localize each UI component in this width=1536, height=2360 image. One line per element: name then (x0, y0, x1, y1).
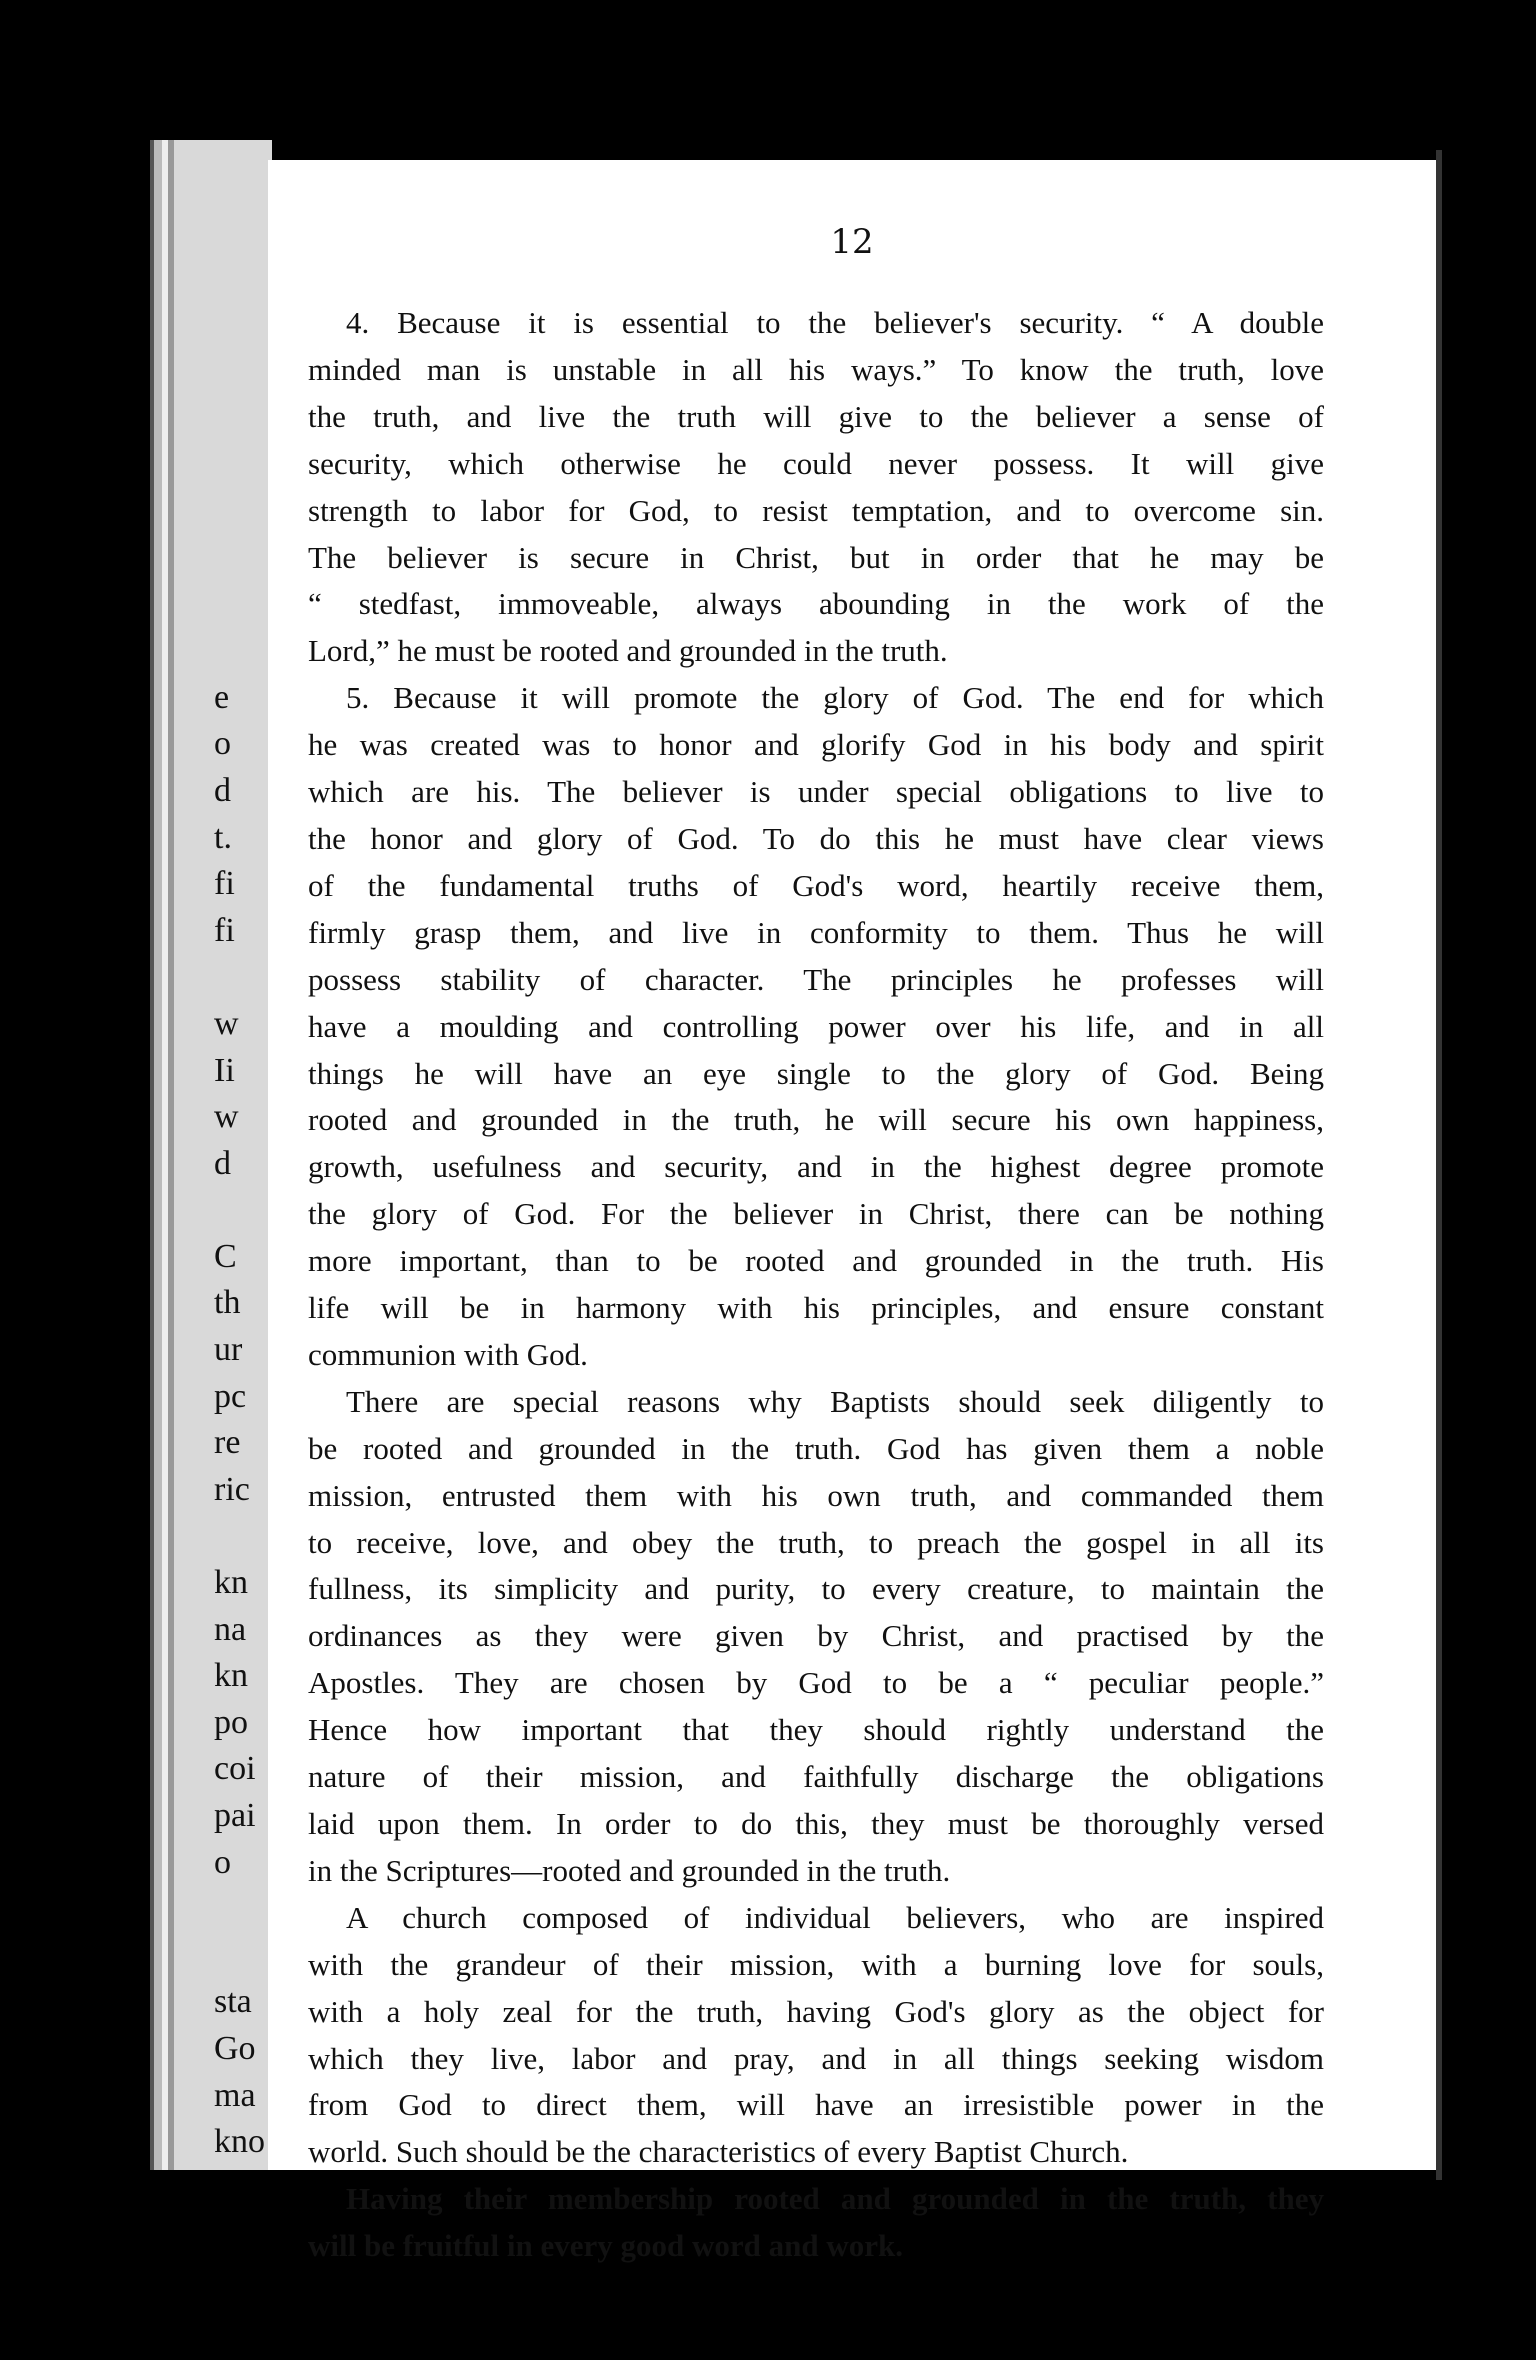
fragment-text (214, 300, 268, 347)
fragment-text: kn (214, 1657, 248, 1695)
fragment-text: pc (214, 1377, 247, 1415)
fragment-text (214, 626, 268, 673)
fragment-text: sta (214, 1983, 252, 2021)
fragment-text: re (214, 1424, 241, 1462)
fragment-text: C (214, 1237, 237, 1275)
text-line: Apostles. They are chosen by God to be a “ peculiar people.” (308, 1665, 1324, 1701)
text-line: A church composed of individual believers, who are inspired (346, 1899, 1324, 1935)
fragment-text: ma (214, 2076, 256, 2114)
text-line: The believer is secure in Christ, but in order that he may be (308, 539, 1324, 575)
text-line: of the fundamental truths of God's word, heartily receive them, (308, 867, 1324, 903)
fragment-text: ur (214, 1331, 243, 1369)
text-line: with a holy zeal for the truth, having God's glory as the object for (308, 1993, 1324, 2029)
fragment-text: d (214, 771, 231, 809)
page-body (308, 300, 1324, 2270)
text-line: which are his. The believer is under special obligations to live to (308, 774, 1324, 810)
text-line: fullness, its simplicity and purity, to every creature, to maintain the (308, 1571, 1324, 1607)
fragment-text (214, 486, 268, 533)
text-line: things he will have an eye single to the glory of God. Being (308, 1055, 1324, 1091)
text-line: laid upon them. In order to do this, they must be thoroughly versed (308, 1806, 1324, 1841)
text-line: “ stedfast, immoveable, always abounding in the work of the (308, 586, 1324, 622)
text-line: minded man is unstable in all his ways.” To know the truth, love (308, 351, 1324, 387)
fragment-text: e (214, 678, 230, 716)
text-line: ordinances as they were given by Christ, and practised by the (308, 1618, 1324, 1654)
page-number: 12 (830, 222, 874, 262)
text-line: communion with God. (308, 1336, 588, 1372)
text-line: he was created was to honor and glorify God in his body and spirit (308, 727, 1324, 763)
text-line: nature of their mission, and faithfully discharge the obligations (308, 1759, 1324, 1795)
fragment-text: kn (214, 1564, 248, 1602)
paragraph-church (308, 1895, 1324, 2176)
text-line: Lord,” he must be rooted and grounded in the truth. (308, 633, 948, 669)
fragment-text (214, 440, 268, 487)
text-line: 4. Because it is essential to the believer's security. “ A double (346, 305, 1324, 340)
text-line: strength to labor for God, to resist temptation, and to overcome sin. (308, 492, 1324, 528)
fragment-text: fi (214, 911, 235, 949)
fragment-text (214, 533, 268, 580)
fragment-text (214, 952, 268, 999)
text-line: 5. Because it will promote the glory of God. The end for which (346, 680, 1324, 716)
fragment-text: Ii (214, 1051, 235, 1089)
fragment-text (214, 347, 268, 394)
fragment-text (214, 393, 268, 440)
text-line: There are special reasons why Baptists should seek diligently to (346, 1383, 1324, 1419)
fragment-text: w (214, 1004, 239, 1042)
paragraph-5 (308, 675, 1324, 1379)
text-line: growth, usefulness and security, and in the highest degree promote (308, 1149, 1324, 1185)
text-line: the glory of God. For the believer in Christ, there can be nothing (308, 1196, 1324, 1232)
text-line: security, which otherwise he could never possess. It will give (308, 445, 1324, 481)
text-line: life will be in harmony with his principles, and ensure constant (308, 1290, 1324, 1326)
text-line: the truth, and live the truth will give to the believer a sense of (308, 398, 1324, 434)
text-line: have a moulding and controlling power over his life, and in all (308, 1008, 1324, 1044)
text-line: with the grandeur of their mission, with a burning love for souls, (308, 1946, 1324, 1982)
fragment-text: pai (214, 1797, 256, 1834)
text-line: will be fruitful in every good word and work. (308, 2228, 904, 2264)
text-line: to receive, love, and obey the truth, to preach the gospel in all its (308, 1524, 1324, 1560)
text-line: the honor and glory of God. To do this he must have clear views (308, 820, 1324, 856)
fragment-text: o (214, 725, 231, 763)
text-line: world. Such should be the characteristics of every Baptist Church. (308, 2134, 1129, 2170)
text-line: be rooted and grounded in the truth. God has given them a noble (308, 1430, 1324, 1466)
text-line: firmly grasp them, and live in conformity to them. Thus he will (308, 914, 1324, 950)
paragraph-closing (308, 2176, 1324, 2270)
previous-page-text-fragments (214, 300, 268, 2164)
fragment-text: t. (214, 818, 232, 856)
fragment-text: na (214, 1610, 247, 1648)
fragment-text (214, 580, 268, 627)
fragment-text: fi (214, 865, 235, 903)
text-line: more important, than to be rooted and grounded in the truth. His (308, 1243, 1324, 1279)
fragment-text: th (214, 1284, 241, 1322)
text-line: mission, entrusted them with his own truth, and commanded them (308, 1477, 1324, 1513)
fragment-text: w (214, 1098, 239, 1136)
page-edge (1436, 150, 1442, 2180)
fragment-text (214, 1884, 268, 1931)
fragment-text: kno (214, 2123, 265, 2161)
fragment-text: coi (214, 1750, 256, 1788)
text-line: Having their membership rooted and grounded in the truth, they (346, 2181, 1324, 2217)
fragment-text: d (214, 1144, 231, 1182)
fragment-text: po (214, 1703, 248, 1741)
paragraph-baptists-reasons (308, 1379, 1324, 1895)
text-line: in the Scriptures—rooted and grounded in the truth. (308, 1852, 951, 1888)
paragraph-4 (308, 300, 1324, 675)
fragment-text: ric (214, 1470, 250, 1508)
fragment-text (214, 1511, 268, 1558)
fragment-text: Go (214, 2029, 256, 2067)
text-line: Hence how important that they should rightly understand the (308, 1712, 1324, 1748)
book-page (268, 160, 1436, 2264)
fragment-text: o (214, 1843, 231, 1881)
fragment-text (214, 1185, 268, 1232)
text-line: possess stability of character. The principles he professes will (308, 961, 1324, 997)
text-line: which they live, labor and pray, and in all things seeking wisdom (308, 2040, 1324, 2076)
text-line: rooted and grounded in the truth, he will secure his own happiness, (308, 1102, 1324, 1138)
fragment-text (214, 1931, 268, 1978)
text-line: from God to direct them, will have an irresistible power in the (308, 2087, 1324, 2123)
